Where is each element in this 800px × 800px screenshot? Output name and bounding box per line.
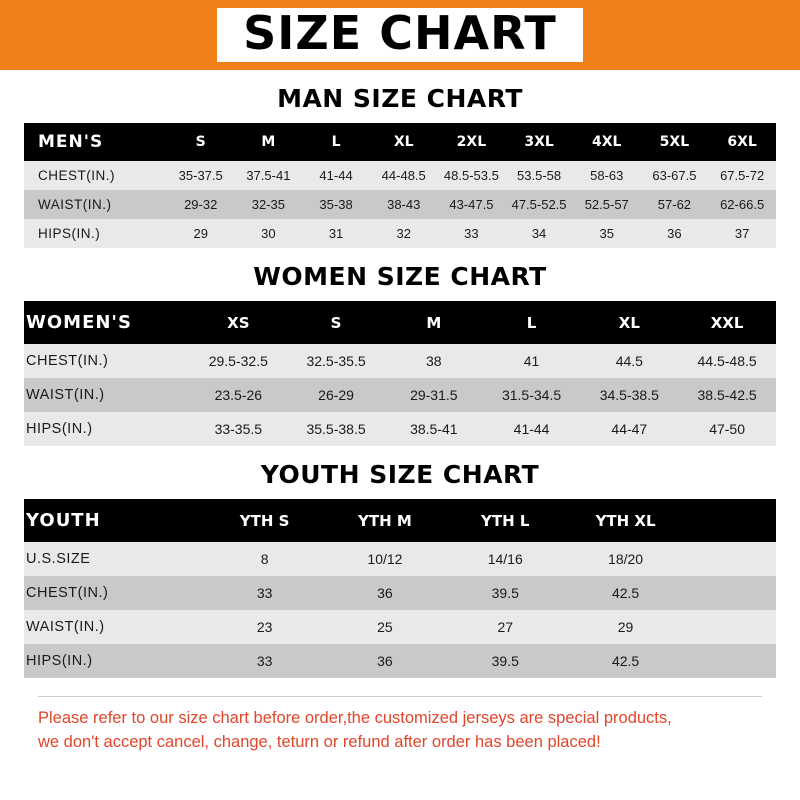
table-cell: 10/12 <box>325 542 445 576</box>
youth-section-title: YOUTH SIZE CHART <box>260 460 540 489</box>
table-cell: 32 <box>370 219 438 248</box>
table-row <box>24 542 776 576</box>
man-header-label: MEN'S <box>24 123 167 161</box>
man-col-6xl: 6XL <box>708 123 776 161</box>
table-row <box>24 644 776 678</box>
table-cell: 41-44 <box>483 412 581 446</box>
man-col-2xl: 2XL <box>438 123 506 161</box>
table-row <box>24 610 776 644</box>
table-row <box>24 576 776 610</box>
table-cell: 44.5 <box>580 344 678 378</box>
table-row <box>24 161 776 190</box>
order-policy-note-line-1: Please refer to our size chart before order,the customized jerseys are special products, <box>38 709 672 727</box>
page-title: SIZE CHART <box>217 8 583 62</box>
man-col-xl: XL <box>370 123 438 161</box>
table-cell: 43-47.5 <box>438 190 506 219</box>
table-cell: 23.5-26 <box>189 378 287 412</box>
man-col-4xl: 4XL <box>573 123 641 161</box>
youth-col-xl: YTH XL <box>565 499 685 542</box>
table-cell: 38.5-42.5 <box>678 378 776 412</box>
table-cell: 39.5 <box>445 576 565 610</box>
women-col-xxl: XXL <box>678 301 776 344</box>
page-header-banner <box>0 0 800 70</box>
women-size-table <box>24 301 776 446</box>
man-col-m: M <box>235 123 303 161</box>
table-cell: 44-47 <box>580 412 678 446</box>
table-cell-spacer <box>686 576 776 610</box>
table-cell: 38-43 <box>370 190 438 219</box>
table-cell: 27 <box>445 610 565 644</box>
table-cell: 58-63 <box>573 161 641 190</box>
table-cell: 47.5-52.5 <box>505 190 573 219</box>
table-cell: 32.5-35.5 <box>287 344 385 378</box>
table-cell: 44-48.5 <box>370 161 438 190</box>
table-row <box>24 378 776 412</box>
table-cell: 35 <box>573 219 641 248</box>
table-cell: 31 <box>302 219 370 248</box>
man-col-3xl: 3XL <box>505 123 573 161</box>
youth-row-chest-label: CHEST(IN.) <box>24 576 204 610</box>
table-cell: 29-31.5 <box>385 378 483 412</box>
table-cell: 35.5-38.5 <box>287 412 385 446</box>
table-cell: 44.5-48.5 <box>678 344 776 378</box>
order-policy-note-line-2: we don't accept cancel, change, teturn or refund after order has been placed! <box>38 732 601 751</box>
youth-col-l: YTH L <box>445 499 565 542</box>
table-cell: 23 <box>204 610 324 644</box>
women-row-chest-label: CHEST(IN.) <box>24 344 189 378</box>
table-cell: 42.5 <box>565 644 685 678</box>
table-cell: 8 <box>204 542 324 576</box>
man-section-title: MAN SIZE CHART <box>277 84 523 113</box>
youth-col-spacer <box>686 499 776 542</box>
man-col-s: S <box>167 123 235 161</box>
youth-header-label: YOUTH <box>24 499 204 542</box>
table-cell: 29 <box>167 219 235 248</box>
table-cell: 18/20 <box>565 542 685 576</box>
table-cell: 33 <box>204 644 324 678</box>
table-cell: 53.5-58 <box>505 161 573 190</box>
table-cell: 36 <box>641 219 709 248</box>
table-cell: 29.5-32.5 <box>189 344 287 378</box>
table-row <box>24 344 776 378</box>
table-cell: 36 <box>325 576 445 610</box>
table-cell: 38 <box>385 344 483 378</box>
table-cell: 36 <box>325 644 445 678</box>
table-cell: 14/16 <box>445 542 565 576</box>
women-col-s: S <box>287 301 385 344</box>
table-cell: 38.5-41 <box>385 412 483 446</box>
table-cell: 35-38 <box>302 190 370 219</box>
youth-size-table <box>24 499 776 678</box>
man-row-chest-label: CHEST(IN.) <box>24 161 167 190</box>
table-cell: 48.5-53.5 <box>438 161 506 190</box>
table-cell: 37.5-41 <box>235 161 303 190</box>
youth-row-waist-label: WAIST(IN.) <box>24 610 204 644</box>
youth-row-hips-label: HIPS(IN.) <box>24 644 204 678</box>
youth-row-ussize-label: U.S.SIZE <box>24 542 204 576</box>
table-cell: 37 <box>708 219 776 248</box>
table-header-row <box>24 499 776 542</box>
table-cell: 35-37.5 <box>167 161 235 190</box>
table-cell: 25 <box>325 610 445 644</box>
table-cell: 31.5-34.5 <box>483 378 581 412</box>
table-header-row <box>24 123 776 161</box>
table-cell: 29 <box>565 610 685 644</box>
women-col-xl: XL <box>580 301 678 344</box>
table-cell: 33 <box>438 219 506 248</box>
table-cell: 57-62 <box>641 190 709 219</box>
size-chart-sheet <box>0 84 800 755</box>
table-cell: 39.5 <box>445 644 565 678</box>
table-cell: 67.5-72 <box>708 161 776 190</box>
table-cell: 47-50 <box>678 412 776 446</box>
youth-col-s: YTH S <box>204 499 324 542</box>
table-row <box>24 219 776 248</box>
table-cell-spacer <box>686 644 776 678</box>
table-cell: 34.5-38.5 <box>580 378 678 412</box>
table-row <box>24 190 776 219</box>
women-row-waist-label: WAIST(IN.) <box>24 378 189 412</box>
table-row <box>24 412 776 446</box>
man-size-table <box>24 123 776 248</box>
man-row-hips-label: HIPS(IN.) <box>24 219 167 248</box>
table-cell: 26-29 <box>287 378 385 412</box>
table-cell: 62-66.5 <box>708 190 776 219</box>
table-cell: 34 <box>505 219 573 248</box>
table-cell: 42.5 <box>565 576 685 610</box>
table-cell: 30 <box>235 219 303 248</box>
table-header-row <box>24 301 776 344</box>
women-col-l: L <box>483 301 581 344</box>
women-header-label: WOMEN'S <box>24 301 189 344</box>
table-cell: 41-44 <box>302 161 370 190</box>
women-row-hips-label: HIPS(IN.) <box>24 412 189 446</box>
man-col-l: L <box>302 123 370 161</box>
table-cell: 32-35 <box>235 190 303 219</box>
table-cell-spacer <box>686 610 776 644</box>
women-section-title: WOMEN SIZE CHART <box>253 262 547 291</box>
table-cell: 41 <box>483 344 581 378</box>
man-row-waist-label: WAIST(IN.) <box>24 190 167 219</box>
women-col-xs: XS <box>189 301 287 344</box>
women-col-m: M <box>385 301 483 344</box>
table-cell-spacer <box>686 542 776 576</box>
table-cell: 33-35.5 <box>189 412 287 446</box>
table-cell: 63-67.5 <box>641 161 709 190</box>
order-policy-note <box>38 696 762 755</box>
man-col-5xl: 5XL <box>641 123 709 161</box>
youth-col-m: YTH M <box>325 499 445 542</box>
table-cell: 52.5-57 <box>573 190 641 219</box>
table-cell: 29-32 <box>167 190 235 219</box>
table-cell: 33 <box>204 576 324 610</box>
